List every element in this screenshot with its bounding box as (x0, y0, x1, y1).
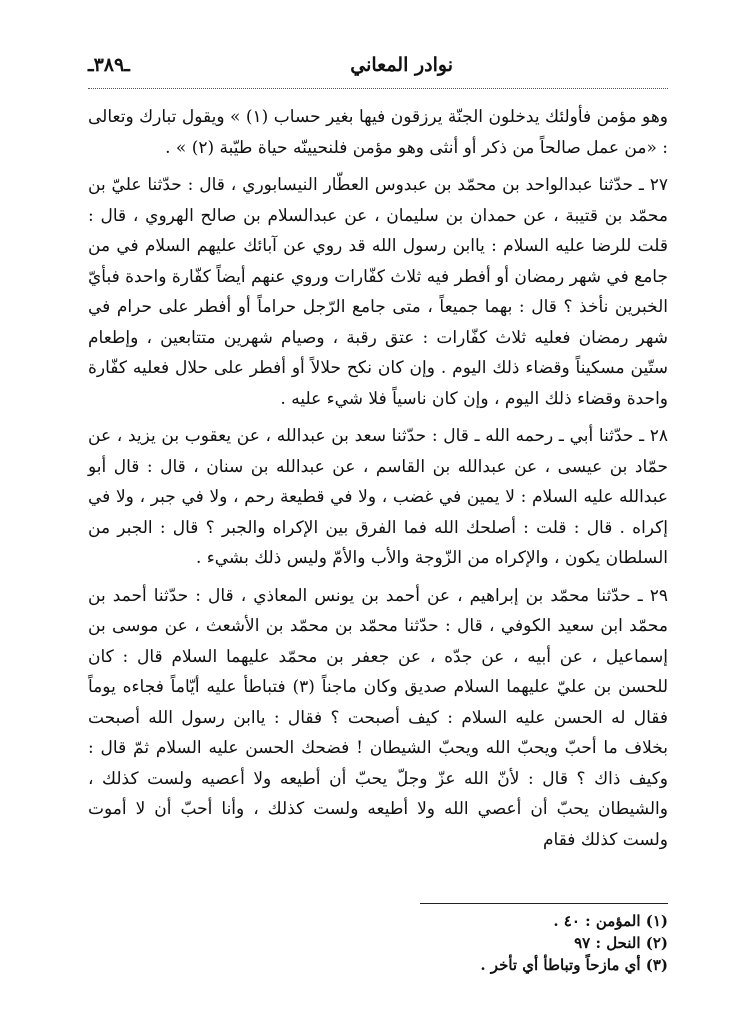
main-text (88, 102, 668, 855)
page-number: ـ٣٨٩ـ (88, 54, 130, 76)
running-title: نوادر المعاني (350, 54, 453, 76)
footnotes (88, 910, 668, 976)
footnote-divider (420, 903, 668, 904)
hadith-29: ٢٩ ـ حدّثنا محمّد بن إبراهيم ، عن أحمد بن يونس المعاذي ، قال : حدّثنا أحمد بن محمّد ابن سعيد الكوفي ، قال : حدّثنا محمّد بن محمّد بن الأشعث ، عن موسى بن إسماعيل ، عن أبيه ، عن جدّه ، عن جعفر بن محمّد عليهما السلام قال : كان للحسن بن عليّ عليهما السلام صديق وكان ماجناً (٣) فتباطأ عليه أيّاماً فجاءه يوماً فقال له الحسن عليه السلام : كيف أصبحت ؟ فقال : ياابن رسول الله أصبحت بخلاف ما أحبّ ويحبّ الله ويحبّ الشيطان ! فضحك الحسن عليه السلام ثمّ قال : وكيف ذاك ؟ قال : لأنّ الله عزّ وجلّ يحبّ أن أطيعه ولا أعصيه ولست كذلك ، والشيطان يحبّ أن أعصي الله ولا أطيعه ولست كذلك ، وأنا أحبّ أن لا أموت ولست كذلك فقام (88, 585, 669, 850)
footnote-1: (١) المؤمن : ٤٠ . (553, 912, 668, 930)
hadith-28: ٢٨ ـ حدّثنا أبي ـ رحمه الله ـ قال : حدّثنا سعد بن عبدالله ، عن يعقوب بن يزيد ، عن حمّاد بن عيسى ، عن عبدالله بن القاسم ، عن عبدالله بن سنان ، قال : قال أبو عبدالله عليه السلام : لا يمين في غضب ، ولا في قطيعة رحم ، ولا في جبر ، ولا في إكراه . قال : قلت : أصلحك الله فما الفرق بين الإكراه والجبر ؟ قال : الجبر من السلطان يكون ، والإكراه من الزّوجة والأب والأمّ وليس ذلك بشيء . (88, 426, 668, 568)
page-header (88, 50, 668, 84)
footnote-3: (٣) أي مازحاً وتباطأ أي تأخر . (480, 956, 668, 974)
hadith-27: ٢٧ ـ حدّثنا عبدالواحد بن محمّد بن عبدوس العطّار النيسابوري ، قال : حدّثنا عليّ بن محمّد بن قتيبة ، عن حمدان بن سليمان ، عن عبدالسلام بن صالح الهروي ، قال : قلت للرضا عليه السلام : ياابن رسول الله قد روي عن آبائك عليهم السلام في من جامع في شهر رمضان أو أفطر فيه ثلاث كفّارات وروي عنهم أيضاً كفّارة واحدة فبأيّ الخبرين نأخذ ؟ قال : بهما جميعاً ، متى جامع الرّجل حراماً أو أفطر على حرام في شهر رمضان فعليه ثلاث كفّارات : عتق رقبة ، وصيام شهرين متتابعين ، وإطعام ستّين مسكيناً وقضاء ذلك اليوم . وإن كان نكح حلالاً أو أفطر على حلال فعليه كفّارة واحدة وقضاء ذلك اليوم ، وإن كان ناسياً فلا شيء عليه . (88, 175, 668, 409)
header-divider (88, 88, 668, 89)
paragraph-intro: وهو مؤمن فأولئك يدخلون الجنّة يرزقون فيها بغير حساب (١) » ويقول تبارك وتعالى : «من عمل صالحاً من ذكر أو أنثى وهو مؤمن فلنحيينّه حياة طيّبة (٢) » . (88, 107, 668, 158)
footnote-2: (٢) النحل : ٩٧ (574, 934, 668, 952)
